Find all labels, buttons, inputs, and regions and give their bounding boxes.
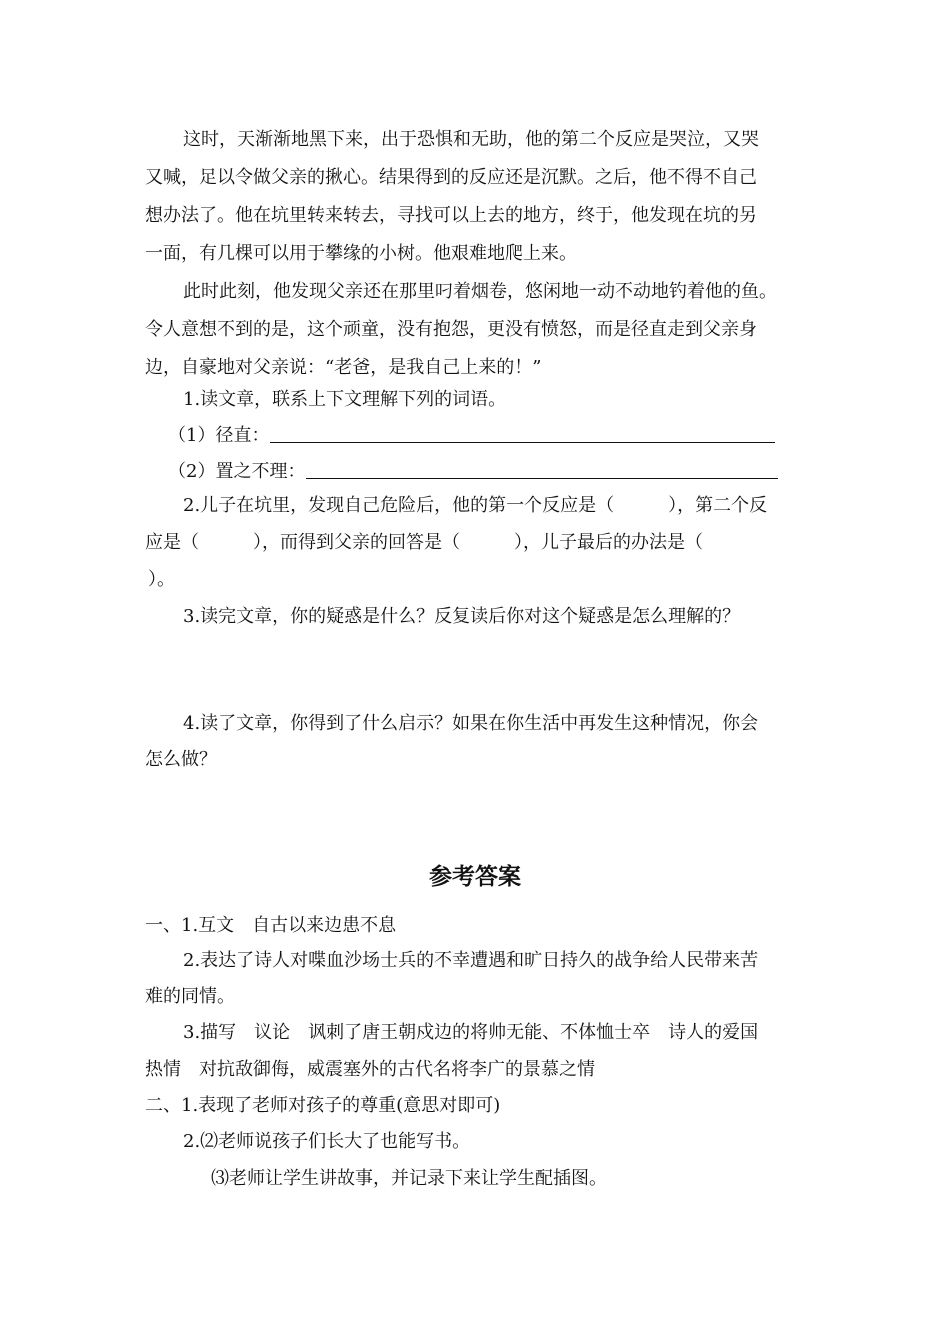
story-p2-line-2: 令人意想不到的是，这个顽童，没有抱怨，更没有愤怒，而是径直走到父亲身 — [145, 319, 757, 340]
question-2-line-3: ）。 — [148, 569, 175, 590]
question-1: 1.读文章，联系上下文理解下列的词语。 — [183, 389, 507, 410]
question-1b-label: （2）置之不理： — [168, 461, 306, 482]
answer-line-3: 难的同情。 — [145, 986, 235, 1007]
answer-line-6: 二、1.表现了老师对孩子的尊重(意思对即可) — [145, 1095, 501, 1116]
answers-title: 参考答案 — [429, 864, 521, 890]
story-p1-line-4: 一面，有几棵可以用于攀缘的小树。他艰难地爬上来。 — [145, 243, 577, 264]
story-p1-line-1: 这时，天渐渐地黑下来，出于恐惧和无助，他的第二个反应是哭泣，又哭 — [183, 129, 759, 150]
answer-line-jingzhi[interactable] — [270, 424, 775, 443]
answer-line-8: ⑶老师让学生讲故事，并记录下来让学生配插图。 — [211, 1168, 607, 1189]
question-4-line-2: 怎么做？ — [145, 749, 217, 770]
question-4-line-1: 4.读了文章，你得到了什么启示？如果在你生活中再发生这种情况，你会 — [183, 713, 759, 734]
question-3: 3.读完文章，你的疑惑是什么？反复读后你对这个疑惑是怎么理解的？ — [183, 606, 741, 627]
question-2-line-1: 2.儿子在坑里，发现自己危险后，他的第一个反应是（ ），第二个反 — [183, 495, 768, 516]
answer-line-4: 3.描写 议论 讽刺了唐王朝戍边的将帅无能、不体恤士卒 诗人的爱国 — [183, 1022, 759, 1043]
story-p2-line-3: 边，自豪地对父亲说：“老爸，是我自己上来的！” — [145, 357, 542, 378]
answer-line-1: 一、1.互文 自古以来边患不息 — [145, 915, 397, 936]
question-1b — [168, 460, 305, 484]
answer-line-7: 2.⑵老师说孩子们长大了也能写书。 — [183, 1131, 471, 1152]
question-2-line-2: 应是（ ），而得到父亲的回答是（ ），儿子最后的办法是（ — [145, 532, 703, 553]
story-p1-line-3: 想办法了。他在坑里转来转去，寻找可以上去的地方，终于，他发现在坑的另 — [145, 205, 757, 226]
story-p2-line-1: 此时此刻，他发现父亲还在那里叼着烟卷，悠闲地一动不动地钓着他的鱼。 — [183, 281, 777, 302]
question-1a — [168, 424, 269, 448]
answer-line-5: 热情 对抗敌御侮，威震塞外的古代名将李广的景慕之情 — [145, 1059, 595, 1080]
question-1a-label: （1）径直： — [168, 425, 270, 446]
answer-line-zhizhibuli[interactable] — [306, 460, 778, 479]
answer-line-2: 2.表达了诗人对喋血沙场士兵的不幸遭遇和旷日持久的战争给人民带来苦 — [183, 950, 759, 971]
story-p1-line-2: 又喊，足以令做父亲的揪心。结果得到的反应还是沉默。之后，他不得不自己 — [145, 167, 757, 188]
